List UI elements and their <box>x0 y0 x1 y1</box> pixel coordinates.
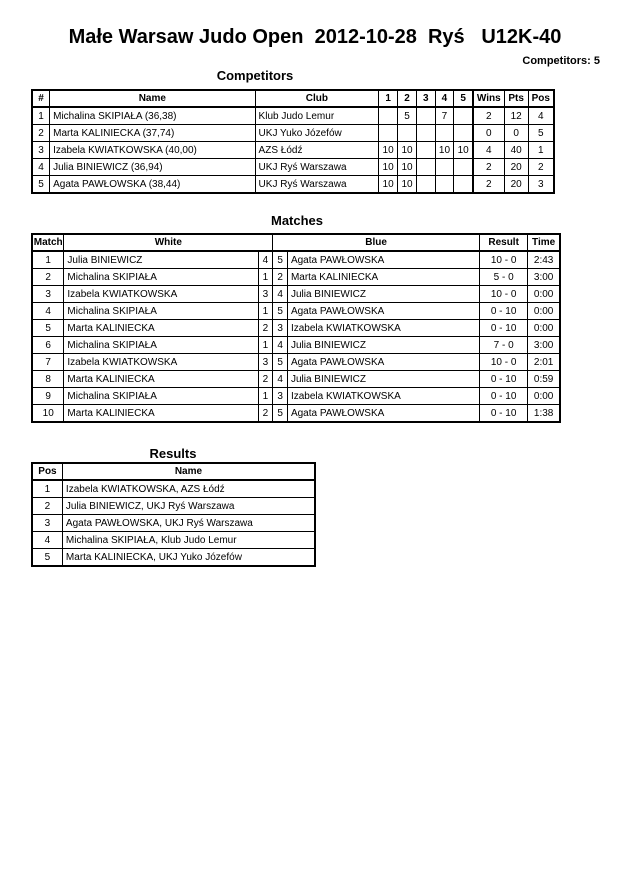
white-number: 1 <box>258 269 273 286</box>
col-header: Pos <box>32 463 62 480</box>
score-cell <box>454 107 473 125</box>
col-header: 1 <box>379 90 398 107</box>
result-name: Izabela KWIATKOWSKA, AZS Łódź <box>62 480 315 498</box>
competitor-row <box>32 125 554 142</box>
result-position: 3 <box>32 515 62 532</box>
blue-number: 5 <box>273 405 288 423</box>
col-header: 4 <box>435 90 454 107</box>
wins-cell: 4 <box>473 142 504 159</box>
blue-competitor: Agata PAWŁOWSKA <box>287 303 479 320</box>
wins-cell: 2 <box>473 159 504 176</box>
match-result: 7 - 0 <box>480 337 528 354</box>
col-header: Time <box>528 234 560 251</box>
match-time: 3:00 <box>528 337 560 354</box>
competitor-row <box>32 176 554 194</box>
col-header: Match <box>32 234 64 251</box>
score-cell: 10 <box>435 142 454 159</box>
score-cell: 7 <box>435 107 454 125</box>
competitor-name: Michalina SKIPIAŁA (36,38) <box>50 107 255 125</box>
col-header: Blue <box>273 234 480 251</box>
competitor-club: UKJ Yuko Józefów <box>255 125 379 142</box>
blue-number: 4 <box>273 337 288 354</box>
score-cell <box>454 159 473 176</box>
results-title: Results <box>149 446 197 461</box>
matches-title: Matches <box>270 213 324 228</box>
white-competitor: Michalina SKIPIAŁA <box>64 303 258 320</box>
blue-competitor: Izabela KWIATKOWSKA <box>287 388 479 405</box>
score-cell: 10 <box>379 176 398 194</box>
score-cell <box>417 176 436 194</box>
col-header: Club <box>255 90 379 107</box>
match-time: 0:00 <box>528 286 560 303</box>
col-header: # <box>32 90 50 107</box>
score-cell <box>379 125 398 142</box>
match-number: 3 <box>32 286 64 303</box>
match-row <box>32 286 560 303</box>
points-cell: 12 <box>504 107 528 125</box>
match-time: 3:00 <box>528 269 560 286</box>
match-result: 0 - 10 <box>480 371 528 388</box>
competitors-count: Competitors: 5 <box>522 55 600 67</box>
score-cell <box>417 159 436 176</box>
blue-number: 5 <box>273 303 288 320</box>
position-cell: 4 <box>528 107 554 125</box>
white-competitor: Marta KALINIECKA <box>64 405 258 423</box>
result-row <box>32 549 315 567</box>
points-cell: 20 <box>504 159 528 176</box>
blue-number: 4 <box>273 371 288 388</box>
match-time: 0:00 <box>528 303 560 320</box>
score-cell <box>454 176 473 194</box>
score-cell: 10 <box>398 176 417 194</box>
score-cell: 10 <box>379 159 398 176</box>
blue-number: 4 <box>273 286 288 303</box>
blue-number: 5 <box>273 354 288 371</box>
match-time: 2:01 <box>528 354 560 371</box>
score-cell: 10 <box>454 142 473 159</box>
competitor-row <box>32 142 554 159</box>
points-cell: 20 <box>504 176 528 194</box>
competitor-number: 4 <box>32 159 50 176</box>
match-row <box>32 303 560 320</box>
match-number: 10 <box>32 405 64 423</box>
competitor-club: AZS Łódź <box>255 142 379 159</box>
col-header: Name <box>50 90 255 107</box>
col-header: Pts <box>504 90 528 107</box>
score-cell: 10 <box>379 142 398 159</box>
col-header: White <box>64 234 273 251</box>
blue-competitor: Marta KALINIECKA <box>287 269 479 286</box>
competitor-name: Marta KALINIECKA (37,74) <box>50 125 255 142</box>
match-result: 0 - 10 <box>480 405 528 423</box>
competitor-club: Klub Judo Lemur <box>255 107 379 125</box>
score-cell <box>417 125 436 142</box>
col-header: Pos <box>528 90 554 107</box>
white-competitor: Izabela KWIATKOWSKA <box>64 354 258 371</box>
competitor-club: UKJ Ryś Warszawa <box>255 176 379 194</box>
match-result: 10 - 0 <box>480 251 528 269</box>
score-cell: 10 <box>398 142 417 159</box>
match-time: 0:00 <box>528 320 560 337</box>
result-position: 5 <box>32 549 62 567</box>
position-cell: 5 <box>528 125 554 142</box>
match-result: 5 - 0 <box>480 269 528 286</box>
white-number: 3 <box>258 354 273 371</box>
match-row <box>32 371 560 388</box>
result-row <box>32 532 315 549</box>
result-name: Agata PAWŁOWSKA, UKJ Ryś Warszawa <box>62 515 315 532</box>
blue-number: 2 <box>273 269 288 286</box>
result-name: Michalina SKIPIAŁA, Klub Judo Lemur <box>62 532 315 549</box>
match-time: 2:43 <box>528 251 560 269</box>
match-number: 4 <box>32 303 64 320</box>
position-cell: 3 <box>528 176 554 194</box>
score-cell <box>417 107 436 125</box>
white-competitor: Marta KALINIECKA <box>64 320 258 337</box>
blue-number: 5 <box>273 251 288 269</box>
col-header: 5 <box>454 90 473 107</box>
competitor-club: UKJ Ryś Warszawa <box>255 159 379 176</box>
col-header: Result <box>480 234 528 251</box>
white-number: 1 <box>258 337 273 354</box>
position-cell: 2 <box>528 159 554 176</box>
match-number: 5 <box>32 320 64 337</box>
competitor-number: 3 <box>32 142 50 159</box>
col-header: 3 <box>417 90 436 107</box>
match-row <box>32 405 560 423</box>
match-time: 0:00 <box>528 388 560 405</box>
match-row <box>32 251 560 269</box>
white-competitor: Michalina SKIPIAŁA <box>64 388 258 405</box>
match-result: 10 - 0 <box>480 354 528 371</box>
competitor-number: 1 <box>32 107 50 125</box>
blue-competitor: Agata PAWŁOWSKA <box>287 251 479 269</box>
white-competitor: Izabela KWIATKOWSKA <box>64 286 258 303</box>
score-cell: 5 <box>398 107 417 125</box>
competitor-name: Agata PAWŁOWSKA (38,44) <box>50 176 255 194</box>
match-result: 10 - 0 <box>480 286 528 303</box>
result-name: Marta KALINIECKA, UKJ Yuko Józefów <box>62 549 315 567</box>
result-position: 1 <box>32 480 62 498</box>
result-name: Julia BINIEWICZ, UKJ Ryś Warszawa <box>62 498 315 515</box>
match-number: 9 <box>32 388 64 405</box>
match-row <box>32 269 560 286</box>
score-cell <box>379 107 398 125</box>
white-competitor: Julia BINIEWICZ <box>64 251 258 269</box>
match-number: 8 <box>32 371 64 388</box>
results-table <box>31 462 316 567</box>
match-result: 0 - 10 <box>480 388 528 405</box>
white-number: 2 <box>258 320 273 337</box>
competitor-name: Izabela KWIATKOWSKA (40,00) <box>50 142 255 159</box>
competitors-header-row <box>32 90 554 107</box>
col-header: 2 <box>398 90 417 107</box>
col-header: Name <box>62 463 315 480</box>
competitor-row <box>32 159 554 176</box>
matches-header-row <box>32 234 560 251</box>
white-competitor: Michalina SKIPIAŁA <box>64 337 258 354</box>
white-competitor: Michalina SKIPIAŁA <box>64 269 258 286</box>
score-cell <box>435 125 454 142</box>
match-number: 6 <box>32 337 64 354</box>
wins-cell: 2 <box>473 176 504 194</box>
white-number: 1 <box>258 388 273 405</box>
result-position: 4 <box>32 532 62 549</box>
match-number: 1 <box>32 251 64 269</box>
blue-number: 3 <box>273 388 288 405</box>
white-number: 1 <box>258 303 273 320</box>
page-title: Małe Warsaw Judo Open 2012-10-28 Ryś U12K-40 <box>68 26 562 48</box>
result-position: 2 <box>32 498 62 515</box>
points-cell: 0 <box>504 125 528 142</box>
score-cell: 10 <box>398 159 417 176</box>
competitors-table <box>31 89 555 194</box>
results-header-row <box>32 463 315 480</box>
competitor-row <box>32 107 554 125</box>
score-cell <box>435 176 454 194</box>
position-cell: 1 <box>528 142 554 159</box>
points-cell: 40 <box>504 142 528 159</box>
match-row <box>32 388 560 405</box>
white-number: 2 <box>258 405 273 423</box>
white-number: 3 <box>258 286 273 303</box>
competitor-name: Julia BINIEWICZ (36,94) <box>50 159 255 176</box>
blue-competitor: Agata PAWŁOWSKA <box>287 354 479 371</box>
match-time: 0:59 <box>528 371 560 388</box>
match-number: 7 <box>32 354 64 371</box>
competitor-number: 2 <box>32 125 50 142</box>
score-cell <box>417 142 436 159</box>
blue-competitor: Izabela KWIATKOWSKA <box>287 320 479 337</box>
match-number: 2 <box>32 269 64 286</box>
result-row <box>32 480 315 498</box>
blue-competitor: Agata PAWŁOWSKA <box>287 405 479 423</box>
wins-cell: 2 <box>473 107 504 125</box>
match-row <box>32 354 560 371</box>
score-cell <box>454 125 473 142</box>
white-number: 4 <box>258 251 273 269</box>
blue-competitor: Julia BINIEWICZ <box>287 286 479 303</box>
score-cell <box>435 159 454 176</box>
match-row <box>32 337 560 354</box>
match-result: 0 - 10 <box>480 320 528 337</box>
competitor-number: 5 <box>32 176 50 194</box>
blue-number: 3 <box>273 320 288 337</box>
competitors-title: Competitors <box>216 68 294 83</box>
wins-cell: 0 <box>473 125 504 142</box>
matches-table <box>31 233 561 423</box>
blue-competitor: Julia BINIEWICZ <box>287 337 479 354</box>
col-header: Wins <box>473 90 504 107</box>
result-row <box>32 498 315 515</box>
score-cell <box>398 125 417 142</box>
blue-competitor: Julia BINIEWICZ <box>287 371 479 388</box>
result-row <box>32 515 315 532</box>
white-competitor: Marta KALINIECKA <box>64 371 258 388</box>
match-time: 1:38 <box>528 405 560 423</box>
match-row <box>32 320 560 337</box>
white-number: 2 <box>258 371 273 388</box>
match-result: 0 - 10 <box>480 303 528 320</box>
